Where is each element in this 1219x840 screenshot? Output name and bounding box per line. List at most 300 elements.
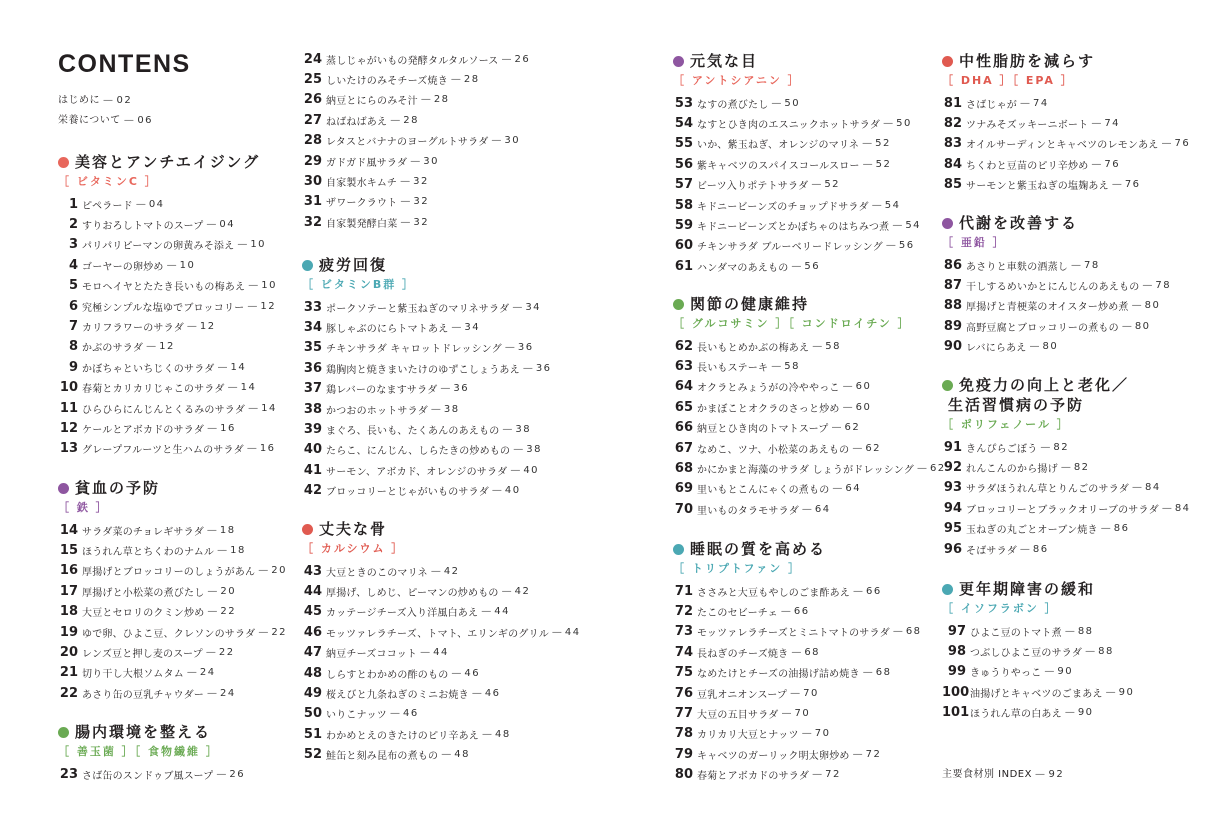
dash: — (885, 240, 896, 252)
recipe-title: 鶏レバーのなますサラダ (326, 385, 438, 397)
recipe-entry[interactable] (942, 457, 1191, 477)
index-page: 92 (1048, 769, 1065, 780)
page-number: 34 (464, 322, 481, 334)
dash: — (790, 687, 801, 699)
recipe-title: オイルサーディンとキャベツのレモンあえ (966, 140, 1159, 152)
recipe-entry[interactable] (942, 621, 1134, 641)
recipe-number: 71 (674, 583, 693, 599)
dash: — (811, 179, 822, 191)
recipe-title: ほうれん草の白あえ (970, 709, 1062, 721)
recipe-entry[interactable] (673, 581, 922, 601)
recipe-title: れんこんのから揚げ (966, 464, 1058, 476)
dash: — (801, 503, 812, 515)
dash: — (103, 95, 114, 106)
recipe-title: わかめとえのきたけのピリ辛あえ (326, 730, 479, 742)
recipe-entry[interactable] (942, 113, 1190, 133)
recipe-entry[interactable] (58, 276, 277, 296)
recipe-number: 61 (674, 258, 693, 274)
page-number: 24 (199, 667, 216, 679)
recipe-number: 76 (674, 685, 693, 701)
recipe-entry[interactable] (673, 377, 946, 397)
recipe-entry[interactable] (673, 134, 921, 154)
recipe-entry[interactable] (302, 460, 552, 480)
section-header (302, 255, 552, 275)
recipe-number: 5 (68, 278, 78, 294)
page-number: 84 (1145, 482, 1161, 494)
recipe-number: 44 (303, 584, 322, 600)
recipe-entry[interactable] (58, 378, 277, 398)
recipe-entry[interactable] (673, 93, 921, 113)
recipe-number: 26 (303, 92, 322, 108)
recipe-entry[interactable] (942, 703, 1134, 723)
recipe-number: 22 (59, 685, 78, 701)
recipe-entry[interactable] (673, 765, 922, 785)
section-title: 貧血の予防 (75, 479, 161, 497)
recipe-entry[interactable] (942, 316, 1171, 336)
nutrition-page: 06 (137, 115, 154, 126)
bullet-dot-icon (58, 157, 69, 168)
recipe-entry[interactable] (302, 724, 581, 744)
dash: — (1071, 259, 1081, 271)
page-number: 22 (220, 606, 237, 618)
recipe-entry[interactable] (673, 195, 921, 215)
recipe-entry[interactable] (302, 663, 581, 683)
recipe-entry[interactable] (58, 581, 287, 601)
recipe-title: チキンサラダ キャロットドレッシング (326, 344, 502, 356)
dash: — (862, 138, 873, 150)
page-number: 70 (814, 728, 831, 740)
recipe-entry[interactable] (302, 622, 581, 642)
page-number: 68 (875, 667, 892, 679)
page-number: 80 (1134, 320, 1151, 332)
dash: — (205, 647, 216, 659)
section-gut-continued (302, 49, 530, 233)
recipe-entry[interactable] (58, 764, 245, 784)
page-number: 50 (896, 118, 912, 130)
section-header (302, 519, 581, 539)
section-bones (302, 519, 581, 765)
recipe-number: 93 (943, 480, 962, 496)
recipe-title: なめこ、ツナ、小松菜のあえもの (697, 444, 850, 456)
recipe-title: 玉ねぎの丸ごとオーブン焼き (966, 525, 1098, 537)
recipe-entry[interactable] (673, 642, 922, 662)
recipe-entry[interactable] (673, 479, 946, 499)
recipe-title: ゆで卵、ひよこ豆、クレソンのサラダ (82, 628, 256, 640)
recipe-entry[interactable] (58, 194, 277, 214)
page-number: 38 (443, 403, 460, 415)
recipe-number: 57 (674, 177, 693, 193)
dash: — (258, 565, 269, 577)
section-title: 関節の健康維持 (690, 295, 810, 313)
recipe-entry[interactable] (673, 236, 921, 256)
bullet-dot-icon (302, 260, 313, 271)
recipe-title: 大豆ときのこのマリネ (326, 567, 428, 579)
page-number: 30 (504, 135, 521, 147)
section-nutrient: ［ ポリフェノール ］ (942, 418, 1070, 431)
recipe-entry[interactable] (302, 49, 530, 69)
recipe-number: 16 (59, 563, 78, 579)
section-sleep (673, 539, 922, 785)
page-number: 38 (526, 444, 542, 456)
dash: — (1044, 666, 1055, 678)
recipe-entry[interactable] (673, 397, 946, 417)
recipe-entry[interactable] (58, 357, 277, 377)
dash: — (206, 219, 217, 231)
page-number: 04 (219, 219, 236, 231)
recipe-number: 90 (943, 339, 962, 355)
dash: — (135, 198, 146, 210)
recipe-number: 75 (674, 665, 693, 681)
recipe-number: 97 (947, 623, 966, 639)
recipe-entry[interactable] (942, 255, 1171, 275)
recipe-entry[interactable] (673, 601, 922, 621)
recipe-entry[interactable] (942, 498, 1191, 518)
recipe-entry[interactable] (302, 399, 552, 419)
page-number: 10 (179, 259, 196, 271)
recipe-entry[interactable] (942, 296, 1171, 316)
page-number: 64 (814, 503, 831, 515)
recipe-title: 春菊とアボカドのサラダ (697, 771, 810, 783)
page-number: 56 (898, 240, 915, 252)
page-number: 64 (845, 483, 862, 495)
recipe-entry[interactable] (942, 682, 1134, 702)
recipe-number: 83 (943, 136, 962, 152)
page-number: 76 (1124, 179, 1141, 191)
page-number: 36 (535, 362, 552, 374)
index-label: 主要食材別 INDEX (942, 769, 1032, 780)
recipe-entry[interactable] (673, 336, 946, 356)
recipe-entry[interactable] (302, 481, 552, 501)
section-title: 中性脂肪を減らす (959, 52, 1096, 70)
recipe-entry[interactable] (302, 643, 581, 663)
recipe-number: 99 (947, 664, 966, 680)
recipe-entry[interactable] (302, 338, 552, 358)
dash: — (512, 301, 523, 313)
recipe-number: 36 (303, 360, 322, 376)
recipe-entry[interactable] (302, 358, 552, 378)
page-number: 54 (884, 199, 901, 211)
dash: — (842, 401, 853, 413)
page-number: 38 (515, 424, 532, 436)
dash: — (482, 728, 492, 740)
recipe-number: 42 (303, 483, 322, 499)
page-number: 62 (865, 442, 882, 454)
recipe-entry[interactable] (673, 703, 922, 723)
recipe-title: きゅうりやっこ (970, 668, 1042, 680)
recipe-entry[interactable] (673, 622, 922, 642)
dash: — (853, 585, 863, 597)
page-number: 54 (905, 220, 922, 232)
recipe-number: 14 (59, 522, 78, 538)
dash: — (1060, 462, 1071, 474)
recipe-entry[interactable] (302, 212, 530, 232)
recipe-title: モロヘイヤとたたき長いもの梅あえ (82, 282, 246, 294)
recipe-number: 8 (68, 339, 78, 355)
recipe-entry[interactable] (942, 519, 1191, 539)
recipe-title: そばサラダ (966, 545, 1017, 557)
recipe-entry[interactable] (673, 744, 922, 764)
dash: — (207, 422, 218, 434)
recipe-title: ブロッコリーとブラックオリーブのサラダ (966, 504, 1159, 516)
page-number: 68 (905, 626, 922, 638)
dash: — (831, 422, 842, 434)
recipe-number: 79 (674, 746, 693, 762)
recipe-entry[interactable] (58, 540, 287, 560)
recipe-entry[interactable] (942, 93, 1190, 113)
section-nutrient: ［ 亜鉛 ］ (942, 236, 1006, 249)
recipe-number: 43 (303, 563, 322, 579)
recipe-entry[interactable] (673, 663, 922, 683)
dash: — (1111, 179, 1122, 191)
page-number: 46 (484, 688, 501, 700)
dash: — (410, 155, 421, 167)
bullet-dot-icon (58, 483, 69, 494)
dash: — (1105, 686, 1116, 698)
index-entry[interactable] (942, 769, 1064, 781)
recipe-title: レタスとバナナのヨーグルトサラダ (326, 137, 489, 149)
recipe-entry[interactable] (302, 192, 530, 212)
recipe-number: 20 (59, 645, 78, 661)
bullet-dot-icon (673, 56, 684, 67)
recipe-entry[interactable] (673, 154, 921, 174)
recipe-entry[interactable] (942, 437, 1191, 457)
recipe-title: グレープフルーツと生ハムのサラダ (82, 445, 244, 457)
recipe-number: 98 (947, 644, 966, 660)
recipe-entry[interactable] (942, 175, 1190, 195)
recipe-number: 95 (943, 521, 962, 537)
recipe-entry[interactable] (302, 317, 552, 337)
recipe-entry[interactable] (58, 642, 287, 662)
recipe-title: モッツァレラチーズとミニトマトのサラダ (697, 628, 890, 640)
page-number: 48 (495, 728, 511, 740)
recipe-title: 納豆とひき肉のトマトスープ (697, 424, 829, 436)
recipe-entry[interactable] (673, 356, 946, 376)
recipe-entry[interactable] (58, 683, 287, 703)
recipe-entry[interactable] (942, 662, 1134, 682)
recipe-title: ゴーヤーの卵炒め (82, 261, 164, 273)
page-number: 88 (1098, 646, 1114, 658)
page-number: 14 (240, 382, 257, 394)
page-number: 56 (804, 260, 821, 272)
recipe-entry[interactable] (58, 561, 287, 581)
page-title: CONTENS (58, 50, 191, 78)
section-header (58, 722, 245, 742)
recipe-number: 89 (943, 318, 962, 334)
page-number: 22 (218, 647, 235, 659)
recipe-title: 高野豆腐とブロッコリーの煮もの (966, 322, 1119, 334)
recipe-title: なすとひき肉のエスニックホットサラダ (697, 120, 881, 132)
recipe-entry[interactable] (302, 90, 530, 110)
recipe-number: 23 (59, 766, 78, 782)
recipe-title: サーモン、アボカド、オレンジのサラダ (326, 466, 508, 478)
dash: — (791, 260, 802, 272)
recipe-number: 86 (943, 257, 962, 273)
recipe-title: 納豆とにらのみそ汁 (326, 96, 418, 108)
recipe-title: たらこ、にんじん、しらたきの炒めもの (326, 446, 511, 458)
section-header (673, 539, 922, 559)
recipe-entry[interactable] (302, 419, 552, 439)
recipe-number: 78 (674, 726, 693, 742)
recipe-entry[interactable] (302, 151, 530, 171)
dash: — (420, 647, 431, 659)
page-number: 12 (159, 341, 175, 353)
recipe-entry[interactable] (302, 297, 552, 317)
section-nutrient: ［ アントシアニン ］ (673, 74, 801, 87)
recipe-number: 34 (303, 320, 322, 336)
recipe-entry[interactable] (302, 745, 581, 765)
intro-entry[interactable] (58, 95, 132, 107)
page-number: 52 (824, 179, 841, 191)
dash: — (258, 626, 269, 638)
recipe-title: ポークソテーと紫玉ねぎのマリネサラダ (326, 303, 510, 315)
recipe-entry[interactable] (302, 581, 581, 601)
dash: — (390, 708, 400, 720)
recipe-title: 里いもとこんにゃくの煮もの (697, 485, 830, 497)
recipe-entry[interactable] (302, 683, 581, 703)
recipe-title: キドニービーンズのチョップドサラダ (697, 201, 869, 213)
recipe-entry[interactable] (58, 439, 277, 459)
recipe-title: さばじゃが (966, 99, 1017, 111)
dash: — (513, 444, 524, 456)
page-number: 46 (464, 667, 481, 679)
section-nutrient: ［ 鉄 ］ (58, 501, 109, 514)
recipe-title: まぐろ、長いも、たくあんのあえもの (326, 426, 500, 438)
recipe-entry[interactable] (58, 398, 277, 418)
page-number: 44 (564, 626, 581, 638)
recipe-entry[interactable] (58, 316, 277, 336)
recipe-title: 豚しゃぶのにらトマトあえ (326, 324, 449, 336)
recipe-entry[interactable] (58, 214, 277, 234)
recipe-entry[interactable] (302, 110, 530, 130)
page-number: 24 (220, 687, 236, 699)
recipe-number: 12 (59, 420, 78, 436)
recipe-entry[interactable] (673, 438, 946, 458)
page-number: 88 (1077, 625, 1094, 637)
recipe-title: ねばねばあえ (326, 116, 388, 128)
recipe-number: 73 (674, 624, 693, 640)
recipe-title: 厚揚げと青梗菜のオイスター炒め煮 (966, 302, 1129, 314)
section-nutrient: ［ ビタミンB群 ］ (302, 278, 416, 291)
recipe-entry[interactable] (673, 256, 921, 276)
dash: — (217, 361, 228, 373)
recipe-number: 18 (59, 604, 78, 620)
page-number: 40 (523, 464, 540, 476)
section-header (58, 478, 287, 498)
dash: — (892, 220, 903, 232)
recipe-number: 74 (674, 644, 693, 660)
recipe-entry[interactable] (58, 296, 277, 316)
entry-list (673, 336, 946, 520)
page-number: 72 (865, 748, 882, 760)
recipe-entry[interactable] (942, 539, 1191, 559)
section-nutrient: ［ ビタミンC ］ (58, 175, 158, 188)
recipe-title: サラダ菜のチョレギサラダ (82, 526, 204, 538)
recipe-entry[interactable] (673, 418, 946, 438)
recipe-entry[interactable] (302, 131, 530, 151)
section-title: 元気な目 (690, 52, 759, 70)
recipe-title: 豆乳オニオンスープ (697, 689, 788, 701)
recipe-entry[interactable] (302, 440, 552, 460)
recipe-title: カリカリ大豆とナッツ (697, 730, 799, 742)
dash: — (501, 586, 512, 598)
recipe-number: 67 (674, 440, 693, 456)
recipe-entry[interactable] (302, 69, 530, 89)
section-fat (942, 51, 1190, 195)
recipe-title: ピペラード (82, 200, 133, 212)
recipe-number: 96 (943, 541, 962, 557)
entry-list (302, 49, 530, 233)
recipe-entry[interactable] (302, 379, 552, 399)
recipe-entry[interactable] (302, 171, 530, 191)
recipe-number: 25 (303, 72, 322, 88)
page-number: 68 (804, 646, 821, 658)
dash: — (522, 362, 533, 374)
dash: — (852, 748, 863, 760)
section-beauty (58, 152, 277, 459)
recipe-entry[interactable] (302, 704, 581, 724)
recipe-title: かつおのホットサラダ (326, 405, 428, 417)
recipe-entry[interactable] (673, 113, 921, 133)
section-header (58, 152, 277, 172)
recipe-entry[interactable] (58, 622, 287, 642)
recipe-entry[interactable] (942, 641, 1134, 661)
nutrition-entry[interactable] (58, 115, 153, 127)
recipe-entry[interactable] (58, 337, 277, 357)
recipe-number: 87 (943, 278, 962, 294)
dash: — (501, 53, 512, 65)
recipe-entry[interactable] (58, 418, 277, 438)
recipe-entry[interactable] (673, 458, 946, 478)
recipe-entry[interactable] (673, 724, 922, 744)
recipe-entry[interactable] (58, 602, 287, 622)
recipe-entry[interactable] (673, 683, 922, 703)
recipe-entry[interactable] (673, 175, 921, 195)
entry-list (673, 93, 921, 277)
page-number: 28 (463, 74, 480, 86)
recipe-entry[interactable] (942, 337, 1171, 357)
recipe-number: 47 (303, 645, 322, 661)
recipe-number: 60 (674, 238, 693, 254)
recipe-entry[interactable] (673, 215, 921, 235)
section-gut (58, 722, 245, 784)
page-number: 60 (855, 381, 872, 393)
recipe-title: 里いものタラモサラダ (697, 505, 799, 517)
recipe-entry[interactable] (942, 154, 1190, 174)
recipe-number: 39 (303, 422, 322, 438)
recipe-title: いか、紫玉ねぎ、オレンジのマリネ (697, 140, 860, 152)
recipe-entry[interactable] (58, 520, 287, 540)
recipe-entry[interactable] (302, 602, 581, 622)
recipe-entry[interactable] (58, 235, 277, 255)
dash: — (206, 524, 217, 536)
page-number: 16 (259, 443, 276, 455)
page-number: 66 (866, 585, 882, 597)
recipe-entry[interactable] (942, 478, 1191, 498)
entry-list (942, 93, 1190, 195)
recipe-entry[interactable] (942, 275, 1171, 295)
recipe-entry[interactable] (58, 663, 287, 683)
recipe-title: 干しするめいかとにんじんのあえもの (966, 282, 1140, 294)
recipe-title: つぶしひよこ豆のサラダ (970, 648, 1083, 660)
recipe-entry[interactable] (58, 255, 277, 275)
entry-list (942, 255, 1171, 357)
recipe-entry[interactable] (302, 561, 581, 581)
page-number: 70 (803, 687, 819, 699)
section-title: 腸内環境を整える (75, 723, 212, 741)
recipe-entry[interactable] (673, 499, 946, 519)
dash: — (1091, 118, 1102, 130)
recipe-entry[interactable] (942, 134, 1190, 154)
